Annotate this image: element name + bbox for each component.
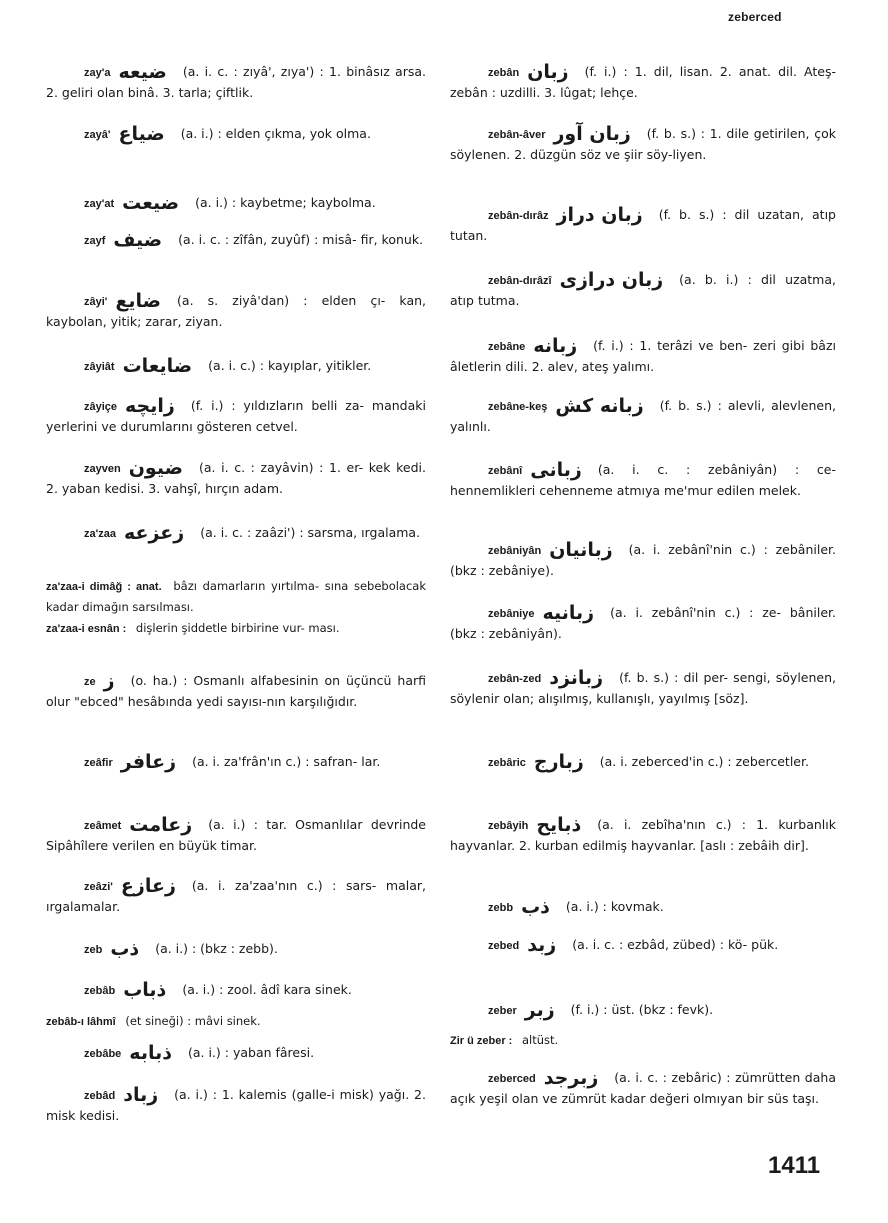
dictionary-entry	[46, 124, 426, 145]
definition-continuation: kurbanlık hayvanlar. 2. kurban edilmiş hayvanlar. [aslı : zebâih dir].	[450, 817, 836, 853]
headword: zebâne-keş	[488, 401, 548, 413]
headword: zebâb-ı lâhmî	[46, 1016, 116, 1028]
arabic-script: ضيف	[113, 229, 163, 251]
headword: zebâne	[488, 341, 526, 353]
definition: (a. b. i.) : dil	[679, 272, 776, 287]
headword: zay'at	[84, 198, 115, 210]
page-number: 1411	[768, 1152, 821, 1179]
headword: za'zaa-i dimâğ : anat.	[46, 581, 162, 593]
arabic-script: زعامت	[129, 814, 193, 836]
dictionary-entry	[46, 62, 426, 103]
definition-continuation: pük.	[751, 937, 779, 952]
dictionary-entry	[450, 815, 836, 856]
definition: (a. i.) : kovmak.	[565, 899, 664, 914]
dictionary-entry	[450, 205, 836, 246]
definition-continuation: misk) yağı. 2. misk kedisi.	[46, 1087, 426, 1123]
arabic-script: زبر	[524, 999, 555, 1021]
definition: (f. b. s.) : dil	[658, 207, 750, 222]
definition: dişlerin şiddetle birbirine vur-	[135, 621, 305, 635]
headword: zâyiât	[84, 361, 115, 373]
dictionary-entry	[450, 336, 836, 377]
headword: za'zaa-i esnân :	[46, 623, 127, 635]
definition-continuation: hennemlikleri cehenneme atmıya me'mur edilen melek.	[450, 483, 801, 498]
dictionary-entry	[46, 815, 426, 856]
definition-continuation: sına sebebolacak kadar dimağın sarsılması.	[46, 579, 427, 614]
arabic-script: زعزعه	[123, 522, 185, 544]
arabic-script: زبان آور	[553, 123, 631, 145]
definition: (a. i.) : zool. âdî kara sinek.	[182, 982, 352, 997]
dictionary-entry	[46, 752, 426, 773]
arabic-script: زباد	[123, 1084, 159, 1106]
definition: (a. i. c. : zebâniyân) : ce-	[597, 462, 836, 477]
arabic-script: زبارج	[533, 751, 584, 773]
definition: bâzı damarların yırtılma-	[173, 579, 320, 593]
dictionary-entry	[46, 1043, 426, 1064]
dictionary-entry	[46, 1011, 426, 1032]
headword: zebed	[488, 940, 520, 952]
definition: (a. i.) : 1. kalemis (galle-i	[174, 1087, 335, 1102]
definition: (a. i. za'frân'ın c.) : safran-	[192, 754, 358, 769]
dictionary-entry	[46, 458, 426, 499]
running-head: zeberced	[728, 10, 782, 24]
dictionary-entry	[46, 671, 426, 712]
definition: (a. i. c. : zîfân, zuyûf) : misâ-	[178, 232, 357, 247]
headword: zebâniye	[488, 608, 535, 620]
definition-continuation: zebercetler.	[735, 754, 809, 769]
headword: Zir ü zeber :	[450, 1035, 513, 1047]
arabic-script: زبان درازى	[559, 269, 664, 291]
dictionary-entry	[450, 62, 836, 103]
definition: (a. i.) : yaban fâresi.	[187, 1045, 315, 1060]
definition-continuation: mandaki yerlerini ve durumlarını gösteren cetvel.	[46, 398, 426, 434]
headword: zebân-zed	[488, 673, 542, 685]
definition-continuation: uzatan, atıp tutan.	[450, 207, 836, 243]
dictionary-entry	[450, 897, 836, 918]
definition: (a. i. c. : zaâzi') : sarsma,	[200, 525, 358, 540]
headword: zebâbe	[84, 1048, 122, 1060]
arabic-script: زبانه	[533, 335, 578, 357]
dictionary-entry	[450, 1000, 836, 1021]
definition: (a. i.) : (bkz : zebb).	[155, 941, 278, 956]
definition-continuation: getirilen, çok söylenen. 2. düzgün söz ve şiir söy-liyen.	[450, 126, 837, 162]
definition: (et sineği) : mâvi sinek.	[125, 1014, 261, 1028]
definition-continuation: uzatma, atıp tutma.	[450, 272, 836, 308]
headword: zebân-dırâz	[488, 210, 549, 222]
headword: zâyiçe	[84, 401, 118, 413]
dictionary-entry	[46, 356, 426, 377]
definition: (a. i. c. : zebâric) :	[614, 1070, 731, 1085]
headword: zebân-âver	[488, 129, 546, 141]
definition: (a. i.) : tar. Osmanlılar	[208, 817, 363, 832]
arabic-script: ذب	[521, 896, 550, 918]
dictionary-entry	[46, 939, 426, 960]
definition: (a. i. c. : ezbâd, zübed) : kö-	[572, 937, 748, 952]
arabic-script: زبانزد	[549, 667, 604, 689]
dictionary-entry	[46, 980, 426, 1001]
arabic-script: ذباب	[123, 979, 167, 1001]
arabic-script: ز	[103, 670, 115, 692]
dictionary-entry	[450, 1068, 836, 1109]
definition-continuation: ması.	[308, 621, 340, 635]
dictionary-entry	[46, 618, 426, 639]
definition: (a. i. zebânî'nin c.) :	[628, 542, 768, 557]
definition: (a. s. ziyâ'dan) : elden çı-	[177, 293, 386, 308]
arabic-script: ضايعات	[122, 355, 193, 377]
definition: (a. i. zebânî'nin c.) : ze-	[610, 605, 782, 620]
headword: zebâyih	[488, 820, 529, 832]
headword: zayâ'	[84, 129, 111, 141]
definition-continuation: kan, kaybolan, yitik; zarar, ziyan.	[46, 293, 426, 329]
arabic-script: زعازع	[120, 875, 176, 897]
definition-continuation: sengi, söylenen, söylenir olan; alışılmış, kullanışlı, yayılmış [söz].	[450, 670, 836, 706]
definition-continuation: malar, ırgalamalar.	[46, 878, 426, 914]
definition-continuation: ırgalama.	[361, 525, 421, 540]
definition: (f. b. s.) : dil per-	[619, 670, 728, 685]
arabic-script: زبانه كش	[555, 395, 644, 417]
definition-continuation: olma.	[336, 126, 371, 141]
headword: zebâniyân	[488, 545, 542, 557]
arabic-script: زعافر	[120, 751, 177, 773]
definition: (a. i. zebîha'nın c.) : 1.	[597, 817, 769, 832]
headword: zeâfir	[84, 757, 113, 769]
dictionary-entry	[450, 396, 836, 437]
definition-continuation: lar.	[361, 754, 381, 769]
headword: zebân	[488, 67, 520, 79]
definition: (a. i. c. : zayâvin) : 1. er-	[198, 460, 364, 475]
arabic-script: زايچه	[125, 395, 175, 417]
definition-continuation: binâsız arsa. 2. geliri olan binâ. 3. tarla; çiftlik.	[46, 64, 426, 100]
arabic-script: ضيعت	[122, 192, 180, 214]
definition: (f. i.) : 1. terâzi ve ben-	[593, 338, 748, 353]
dictionary-entry	[46, 876, 426, 917]
dictionary-entry	[450, 124, 836, 165]
arabic-script: زبرجد	[543, 1067, 599, 1089]
definition-continuation: anat. dil. Ateş-zebân : uzdilli. 3. lûgat; lehçe.	[450, 64, 836, 100]
arabic-script: ذبايح	[536, 814, 582, 836]
definition: (a. i.) : elden çıkma, yok	[180, 126, 333, 141]
headword: zâyi'	[84, 296, 108, 308]
arabic-script: ضايع	[115, 290, 162, 312]
arabic-script: ضيعه	[118, 61, 167, 83]
dictionary-entry	[46, 396, 426, 437]
dictionary-entry	[46, 1085, 426, 1126]
dictionary-entry	[450, 935, 836, 956]
headword: zeberced	[488, 1073, 536, 1085]
headword: zayven	[84, 463, 121, 475]
definition-continuation: alevlenen, yalınlı.	[450, 398, 836, 434]
headword: zeb	[84, 944, 103, 956]
dictionary-entry	[46, 523, 426, 544]
dictionary-entry	[450, 540, 836, 581]
definition-continuation: zümrütten daha açık yeşil olan ve zümrüt kadar değeri olmıyan bir süs taşı.	[450, 1070, 836, 1106]
arabic-script: زبانيه	[542, 602, 595, 624]
dictionary-entry	[46, 576, 426, 617]
definition: (f. b. s.) : alevli,	[659, 398, 765, 413]
dictionary-entry	[46, 193, 426, 214]
dictionary-entry	[450, 1030, 836, 1051]
definition-continuation: zeri gibi bâzı âletlerin dili. 2. alev, ateş yalımı.	[450, 338, 836, 374]
headword: zeâmet	[84, 820, 122, 832]
arabic-script: زبان دراز	[556, 204, 643, 226]
arabic-script: زبانيان	[549, 539, 613, 561]
arabic-script: ضيون	[128, 457, 183, 479]
definition: (f. i.) : 1. dil, lisan. 2.	[584, 64, 732, 79]
headword: zebân-dırâzî	[488, 275, 552, 287]
dictionary-entry	[450, 603, 836, 644]
definition-continuation: devrinde Sipâhîlere verilen en büyük timar.	[46, 817, 426, 853]
arabic-script: ذبابه	[129, 1042, 172, 1064]
headword: ze	[84, 676, 96, 688]
definition-continuation: kek kedi. 2. yaban kedisi. 3. vahşî, hırçın adam.	[46, 460, 426, 496]
definition-continuation: üçüncü harfi olur "ebced" hesâbında yedi sayısı-nın karşılığıdır.	[46, 673, 426, 709]
definition-continuation: bâniler. (bkz : zebâniyân).	[450, 605, 836, 641]
definition: (a. i. c.) : kayıplar, yitikler.	[208, 358, 372, 373]
dictionary-entry	[450, 668, 836, 709]
headword: zebâb	[84, 985, 116, 997]
headword: za'zaa	[84, 528, 116, 540]
definition: altüst.	[522, 1033, 559, 1047]
dictionary-entry	[450, 460, 836, 501]
dictionary-entry	[450, 270, 836, 311]
headword: zebâric	[488, 757, 526, 769]
definition: (a. i. za'zaa'nın c.) : sars-	[191, 878, 377, 893]
dictionary-entry	[450, 752, 836, 773]
definition-continuation: zebâniler. (bkz : zebâniye).	[450, 542, 836, 578]
definition: (f. i.) : yıldızların belli za-	[190, 398, 365, 413]
headword: zeâzi'	[84, 881, 113, 893]
headword: zeber	[488, 1005, 517, 1017]
definition: (f. b. s.) : 1. dile	[646, 126, 750, 141]
arabic-script: ضياع	[118, 123, 165, 145]
definition: (o. ha.) : Osmanlı alfabesinin on	[130, 673, 341, 688]
headword: zay'a	[84, 67, 111, 79]
arabic-script: زبد	[527, 934, 557, 956]
definition: (a. i.) : kaybetme; kaybolma.	[195, 195, 376, 210]
headword: zebb	[488, 902, 514, 914]
headword: zebânî	[488, 465, 523, 477]
dictionary-entry	[46, 291, 426, 332]
definition: (a. i. c. : zıyâ', zıya') : 1.	[182, 64, 341, 79]
arabic-script: ذب	[110, 938, 140, 960]
definition: (f. i.) : üst. (bkz : fevk).	[570, 1002, 714, 1017]
arabic-script: زبانى	[530, 459, 582, 481]
definition-continuation: fir, konuk.	[360, 232, 424, 247]
headword: zebâd	[84, 1090, 116, 1102]
headword: zayf	[84, 235, 106, 247]
dictionary-entry	[46, 230, 426, 251]
arabic-script: زبان	[527, 61, 569, 83]
definition: (a. i. zeberced'in c.) :	[599, 754, 732, 769]
